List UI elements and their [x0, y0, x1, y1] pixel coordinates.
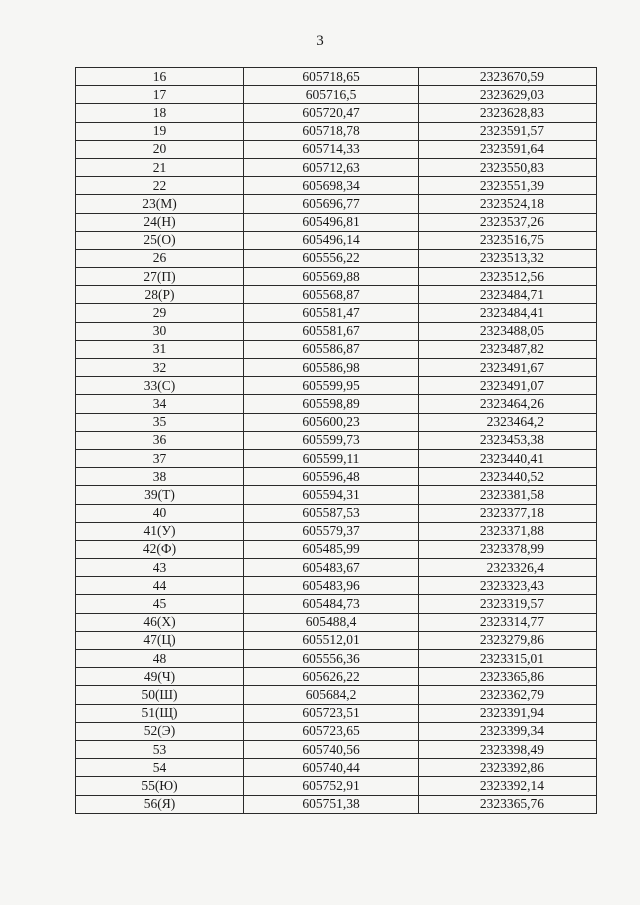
point-cell: 54 [76, 759, 244, 777]
table-row [76, 268, 597, 286]
point-cell: 19 [76, 122, 244, 140]
y-coordinate-cell: 2323319,57 [419, 595, 597, 613]
x-coordinate-cell: 605698,34 [244, 177, 419, 195]
y-coordinate-cell: 2323362,79 [419, 686, 597, 704]
point-cell: 29 [76, 304, 244, 322]
table-row [76, 195, 597, 213]
y-coordinate-cell: 2323487,82 [419, 340, 597, 358]
x-coordinate-cell: 605740,56 [244, 740, 419, 758]
x-coordinate-cell: 605579,37 [244, 522, 419, 540]
point-cell: 56(Я) [76, 795, 244, 813]
x-coordinate-cell: 605718,65 [244, 68, 419, 86]
y-coordinate-cell: 2323512,56 [419, 268, 597, 286]
table-row [76, 504, 597, 522]
x-coordinate-cell: 605586,87 [244, 340, 419, 358]
point-cell: 42(Ф) [76, 540, 244, 558]
table-row [76, 158, 597, 176]
table-row [76, 431, 597, 449]
y-coordinate-cell: 2323488,05 [419, 322, 597, 340]
point-cell: 33(С) [76, 377, 244, 395]
table-row [76, 631, 597, 649]
point-cell: 53 [76, 740, 244, 758]
x-coordinate-cell: 605626,22 [244, 668, 419, 686]
x-coordinate-cell: 605556,22 [244, 249, 419, 267]
point-cell: 51(Щ) [76, 704, 244, 722]
y-coordinate-cell: 2323551,39 [419, 177, 597, 195]
x-coordinate-cell: 605723,51 [244, 704, 419, 722]
y-coordinate-cell: 2323484,71 [419, 286, 597, 304]
point-cell: 40 [76, 504, 244, 522]
table-row [76, 759, 597, 777]
y-coordinate-cell: 2323391,94 [419, 704, 597, 722]
y-coordinate-cell: 2323484,41 [419, 304, 597, 322]
point-cell: 55(Ю) [76, 777, 244, 795]
point-cell: 22 [76, 177, 244, 195]
point-cell: 24(Н) [76, 213, 244, 231]
x-coordinate-cell: 605740,44 [244, 759, 419, 777]
y-coordinate-cell: 2323629,03 [419, 86, 597, 104]
point-cell: 49(Ч) [76, 668, 244, 686]
table-row [76, 395, 597, 413]
table-row [76, 86, 597, 104]
point-cell: 30 [76, 322, 244, 340]
x-coordinate-cell: 605581,67 [244, 322, 419, 340]
point-cell: 50(Ш) [76, 686, 244, 704]
x-coordinate-cell: 605568,87 [244, 286, 419, 304]
point-cell: 45 [76, 595, 244, 613]
table-row [76, 777, 597, 795]
x-coordinate-cell: 605600,23 [244, 413, 419, 431]
y-coordinate-cell: 2323628,83 [419, 104, 597, 122]
y-coordinate-cell: 2323591,64 [419, 140, 597, 158]
point-cell: 43 [76, 559, 244, 577]
x-coordinate-cell: 605586,98 [244, 359, 419, 377]
y-coordinate-cell: 2323440,41 [419, 449, 597, 467]
table-row [76, 140, 597, 158]
x-coordinate-cell: 605484,73 [244, 595, 419, 613]
point-cell: 46(Х) [76, 613, 244, 631]
point-cell: 27(П) [76, 268, 244, 286]
table-row [76, 613, 597, 631]
point-cell: 28(Р) [76, 286, 244, 304]
x-coordinate-cell: 605569,88 [244, 268, 419, 286]
y-coordinate-cell: 2323399,34 [419, 722, 597, 740]
point-cell: 39(Т) [76, 486, 244, 504]
table-row [76, 213, 597, 231]
y-coordinate-cell: 2323453,38 [419, 431, 597, 449]
x-coordinate-cell: 605581,47 [244, 304, 419, 322]
y-coordinate-cell: 2323464,2 [419, 413, 597, 431]
x-coordinate-cell: 605599,11 [244, 449, 419, 467]
point-cell: 26 [76, 249, 244, 267]
table-row [76, 668, 597, 686]
y-coordinate-cell: 2323323,43 [419, 577, 597, 595]
table-row [76, 340, 597, 358]
point-cell: 21 [76, 158, 244, 176]
y-coordinate-cell: 2323670,59 [419, 68, 597, 86]
point-cell: 37 [76, 449, 244, 467]
table-row [76, 104, 597, 122]
table-row [76, 449, 597, 467]
x-coordinate-cell: 605696,77 [244, 195, 419, 213]
x-coordinate-cell: 605587,53 [244, 504, 419, 522]
point-cell: 16 [76, 68, 244, 86]
x-coordinate-cell: 605718,78 [244, 122, 419, 140]
table-row [76, 468, 597, 486]
x-coordinate-cell: 605496,14 [244, 231, 419, 249]
x-coordinate-cell: 605483,67 [244, 559, 419, 577]
y-coordinate-cell: 2323550,83 [419, 158, 597, 176]
table-row [76, 122, 597, 140]
y-coordinate-cell: 2323516,75 [419, 231, 597, 249]
y-coordinate-cell: 2323591,57 [419, 122, 597, 140]
x-coordinate-cell: 605720,47 [244, 104, 419, 122]
point-cell: 25(О) [76, 231, 244, 249]
point-cell: 32 [76, 359, 244, 377]
y-coordinate-cell: 2323371,88 [419, 522, 597, 540]
point-cell: 48 [76, 650, 244, 668]
point-cell: 34 [76, 395, 244, 413]
table-row [76, 413, 597, 431]
x-coordinate-cell: 605556,36 [244, 650, 419, 668]
y-coordinate-cell: 2323381,58 [419, 486, 597, 504]
point-cell: 47(Ц) [76, 631, 244, 649]
table-row [76, 650, 597, 668]
y-coordinate-cell: 2323392,86 [419, 759, 597, 777]
coordinates-table-body [76, 68, 597, 814]
y-coordinate-cell: 2323365,76 [419, 795, 597, 813]
x-coordinate-cell: 605712,63 [244, 158, 419, 176]
table-row [76, 68, 597, 86]
coordinates-table [75, 67, 597, 814]
x-coordinate-cell: 605488,4 [244, 613, 419, 631]
table-row [76, 722, 597, 740]
x-coordinate-cell: 605599,95 [244, 377, 419, 395]
table-row [76, 231, 597, 249]
x-coordinate-cell: 605714,33 [244, 140, 419, 158]
table-row [76, 286, 597, 304]
x-coordinate-cell: 605751,38 [244, 795, 419, 813]
point-cell: 17 [76, 86, 244, 104]
point-cell: 20 [76, 140, 244, 158]
table-row [76, 322, 597, 340]
table-row [76, 249, 597, 267]
point-cell: 35 [76, 413, 244, 431]
point-cell: 36 [76, 431, 244, 449]
y-coordinate-cell: 2323392,14 [419, 777, 597, 795]
y-coordinate-cell: 2323464,26 [419, 395, 597, 413]
table-row [76, 359, 597, 377]
table-row [76, 559, 597, 577]
table-row [76, 704, 597, 722]
y-coordinate-cell: 2323513,32 [419, 249, 597, 267]
x-coordinate-cell: 605483,96 [244, 577, 419, 595]
y-coordinate-cell: 2323315,01 [419, 650, 597, 668]
y-coordinate-cell: 2323377,18 [419, 504, 597, 522]
point-cell: 18 [76, 104, 244, 122]
point-cell: 23(М) [76, 195, 244, 213]
table-row [76, 522, 597, 540]
table-row [76, 486, 597, 504]
x-coordinate-cell: 605496,81 [244, 213, 419, 231]
x-coordinate-cell: 605684,2 [244, 686, 419, 704]
x-coordinate-cell: 605594,31 [244, 486, 419, 504]
y-coordinate-cell: 2323524,18 [419, 195, 597, 213]
point-cell: 38 [76, 468, 244, 486]
x-coordinate-cell: 605599,73 [244, 431, 419, 449]
table-row [76, 795, 597, 813]
y-coordinate-cell: 2323491,67 [419, 359, 597, 377]
table-row [76, 177, 597, 195]
y-coordinate-cell: 2323326,4 [419, 559, 597, 577]
y-coordinate-cell: 2323279,86 [419, 631, 597, 649]
table-row [76, 540, 597, 558]
y-coordinate-cell: 2323365,86 [419, 668, 597, 686]
table-row [76, 377, 597, 395]
table-row [76, 686, 597, 704]
x-coordinate-cell: 605716,5 [244, 86, 419, 104]
x-coordinate-cell: 605723,65 [244, 722, 419, 740]
y-coordinate-cell: 2323440,52 [419, 468, 597, 486]
point-cell: 52(Э) [76, 722, 244, 740]
point-cell: 41(У) [76, 522, 244, 540]
table-row [76, 740, 597, 758]
y-coordinate-cell: 2323378,99 [419, 540, 597, 558]
y-coordinate-cell: 2323537,26 [419, 213, 597, 231]
x-coordinate-cell: 605752,91 [244, 777, 419, 795]
point-cell: 31 [76, 340, 244, 358]
y-coordinate-cell: 2323314,77 [419, 613, 597, 631]
y-coordinate-cell: 2323398,49 [419, 740, 597, 758]
x-coordinate-cell: 605596,48 [244, 468, 419, 486]
table-row [76, 595, 597, 613]
page-number: 3 [316, 33, 324, 49]
x-coordinate-cell: 605485,99 [244, 540, 419, 558]
y-coordinate-cell: 2323491,07 [419, 377, 597, 395]
point-cell: 44 [76, 577, 244, 595]
x-coordinate-cell: 605598,89 [244, 395, 419, 413]
table-row [76, 577, 597, 595]
table-row [76, 304, 597, 322]
x-coordinate-cell: 605512,01 [244, 631, 419, 649]
